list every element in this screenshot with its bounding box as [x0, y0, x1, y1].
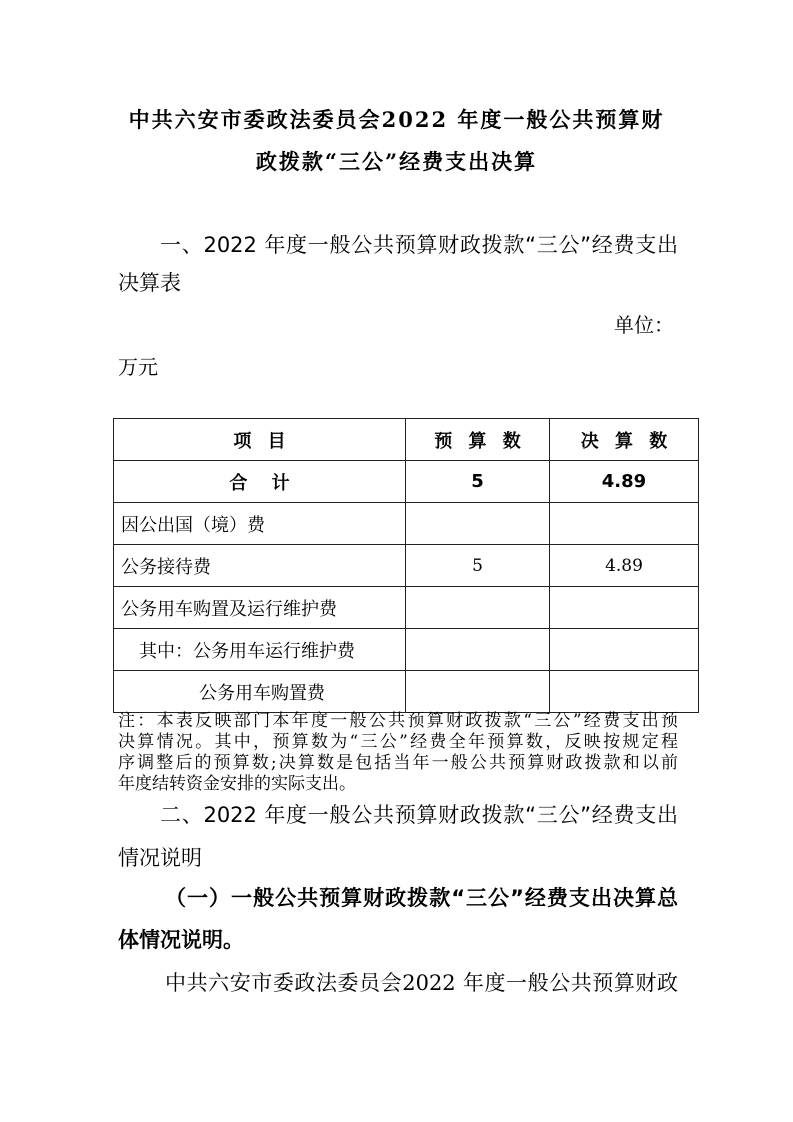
- row-item-label: 合 计: [114, 461, 406, 503]
- section-1-heading-line-1: 一、2022 年度一般公共预算财政拨款“三公”经费支出: [160, 233, 678, 257]
- row-budget-value: [406, 587, 550, 629]
- subsection-1-heading-line-1: （一）一般公共预算财政拨款“三公”经费支出决算总: [165, 886, 678, 910]
- row-budget-value: [406, 671, 550, 713]
- row-budget-value: [406, 629, 550, 671]
- row-item-label: 其中：公务用车运行维护费: [114, 629, 406, 671]
- row-item-label: 公务接待费: [114, 545, 406, 587]
- row-actual-value: [550, 629, 699, 671]
- title-line-1: 中共六安市委政法委员会2022 年度一般公共预算财: [128, 107, 665, 132]
- table-row: [114, 671, 699, 713]
- section-1-heading: [118, 226, 678, 302]
- row-budget-value: 5: [406, 461, 550, 503]
- row-actual-value: [550, 671, 699, 713]
- row-item-label: 公务用车购置费: [114, 671, 406, 713]
- table-row: [114, 629, 699, 671]
- unit-label: 单位：: [614, 313, 674, 337]
- section-2-heading-line-1: 二、2022 年度一般公共预算财政拨款“三公”经费支出: [160, 803, 678, 827]
- table-note: [118, 711, 678, 795]
- table-row: [114, 545, 699, 587]
- row-actual-value: [550, 587, 699, 629]
- row-budget-value: 5: [406, 545, 550, 587]
- row-actual-value: 4.89: [550, 545, 699, 587]
- section-1-heading-line-2: 决算表: [118, 271, 181, 295]
- table-row: [114, 503, 699, 545]
- header-actual: 决 算 数: [550, 419, 699, 461]
- section-2-heading: [118, 794, 678, 880]
- subsection-1-heading-line-2: 体情况说明。: [118, 928, 244, 952]
- subsection-1-heading: [118, 877, 678, 961]
- table-row-total: [114, 461, 699, 503]
- subsection-1-paragraph: [118, 962, 678, 1004]
- document-title: [0, 99, 793, 183]
- note-line-2: 决算情况。其中，预算数为“三公”经费全年预算数，反映按规定程: [118, 732, 678, 752]
- note-line-1: 注：本表反映部门本年度一般公共预算财政拨款“三公”经费支出预: [118, 711, 678, 731]
- expense-table: [113, 418, 699, 713]
- note-line-3: 序调整后的预算数;决算数是包括当年一般公共预算财政拨款和以前: [118, 753, 678, 773]
- row-actual-value: 4.89: [550, 461, 699, 503]
- row-item-label: 因公出国（境）费: [114, 503, 406, 545]
- header-item: 项 目: [114, 419, 406, 461]
- row-budget-value: [406, 503, 550, 545]
- header-budget: 预 算 数: [406, 419, 550, 461]
- note-line-4: 年度结转资金安排的实际支出。: [118, 774, 356, 794]
- row-item-label: 公务用车购置及运行维护费: [114, 587, 406, 629]
- table-header-row: [114, 419, 699, 461]
- paragraph-line-1: 中共六安市委政法委员会2022 年度一般公共预算财政: [165, 971, 678, 995]
- title-line-2: 政拨款“三公”经费支出决算: [255, 149, 538, 174]
- table-row: [114, 587, 699, 629]
- section-2-heading-line-2: 情况说明: [118, 846, 202, 870]
- unit-value: 万元: [118, 355, 158, 379]
- row-actual-value: [550, 503, 699, 545]
